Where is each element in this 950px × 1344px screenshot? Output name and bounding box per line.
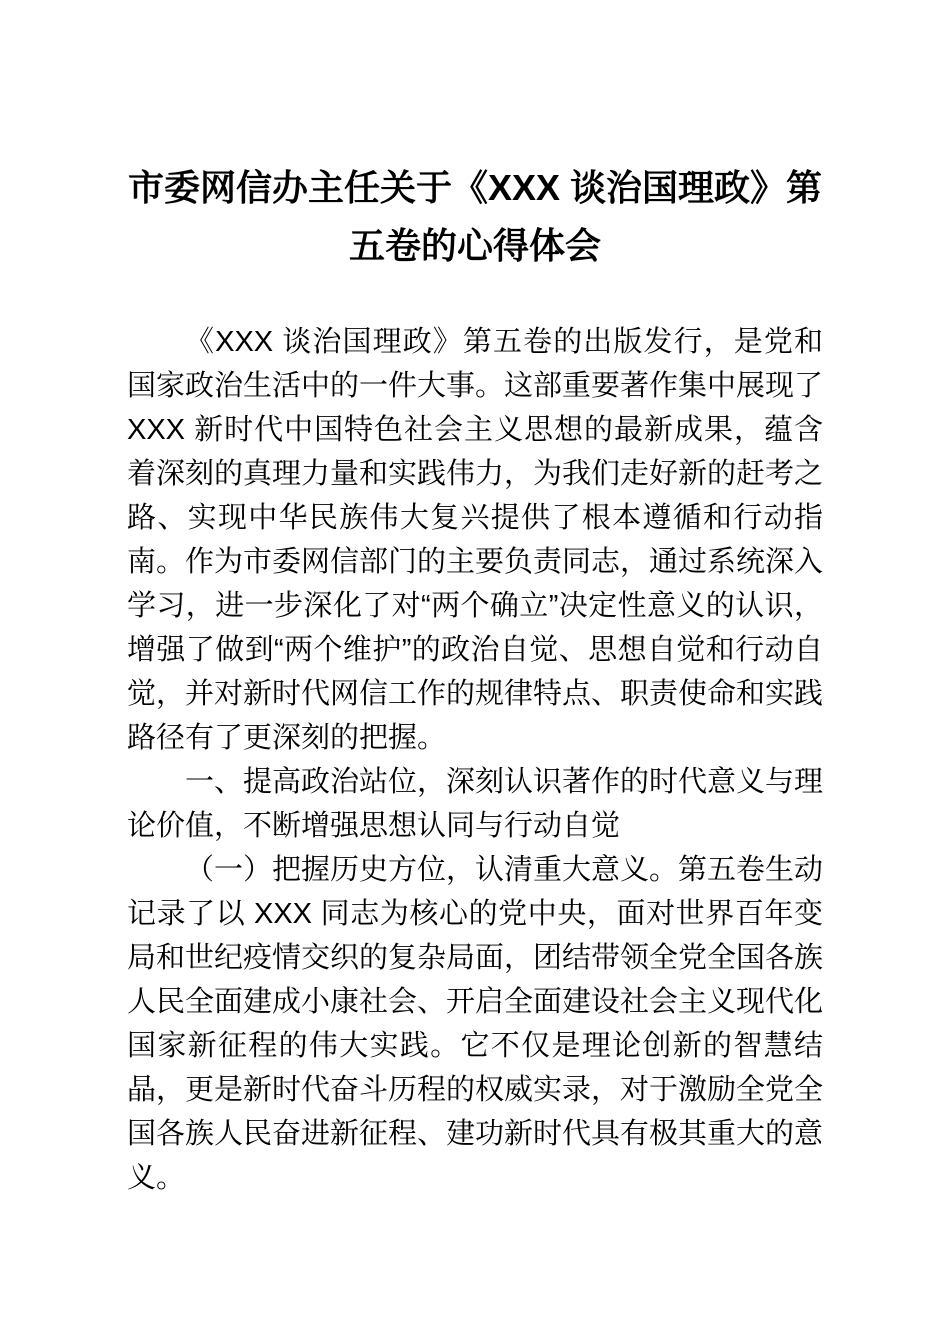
section-heading-1: 一、提高政治站位，深刻认识著作的时代意义与理论价值，不断增强思想认同与行动自觉: [127, 766, 824, 842]
paragraph-section-1-1: （一）把握历史方位，认清重大意义。第五卷生动记录了以 XXX 同志为核心的党中央，面对世界百年变局和世纪疫情交织的复杂局面，团结带领全党全国各族人民全面建成小康社会、开启全面建设社会主义现代化国家新征程的伟大实践。它不仅是理论创新的智慧结晶，更是新时代奋斗历程的权威实录，对于激励全党全国各族人民奋进新征程、建功新时代具有极其重大的意义。: [127, 854, 824, 1194]
paragraph-intro: 《XXX 谈治国理政》第五卷的出版发行，是党和国家政治生活中的一件大事。这部重要著作集中展现了 XXX 新时代中国特色社会主义思想的最新成果，蕴含着深刻的真理力量和实践伟力，为我们走好新的赶考之路、实现中华民族伟大复兴提供了根本遵循和行动指南。作为市委网信部门的主要负责同志，通过系统深入学习，进一步深化了对“两个确立”决定性意义的认识，增强了做到“两个维护”的政治自觉、思想自觉和行动自觉，并对新时代网信工作的规律特点、职责使命和实践路径有了更深刻的把握。: [127, 326, 824, 754]
document-title: 市委网信办主任关于《XXX 谈治国理政》第五卷的心得体会: [127, 167, 823, 266]
